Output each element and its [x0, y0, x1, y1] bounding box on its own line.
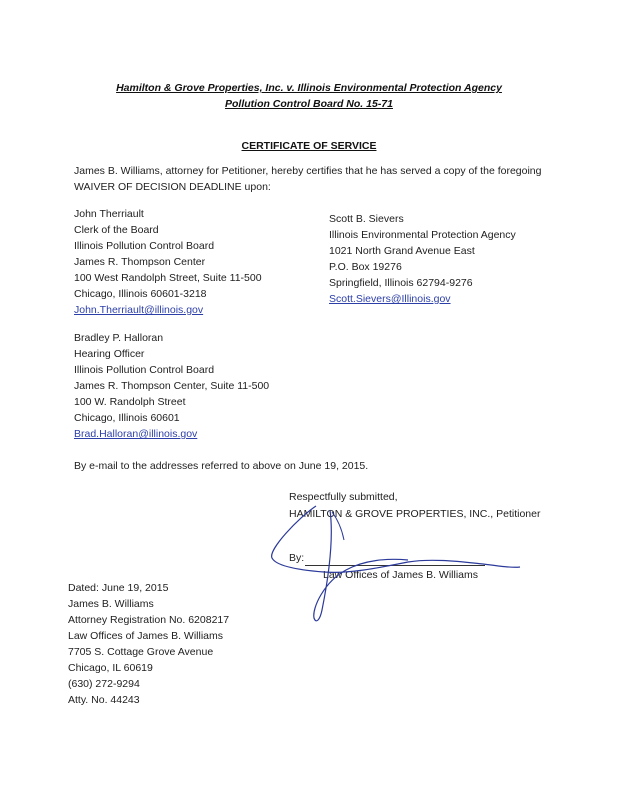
recipient-email-link[interactable]: John.Therriault@illinois.gov — [74, 304, 204, 316]
footer-line: James B. Williams — [68, 598, 154, 610]
by-label: By: — [289, 552, 305, 564]
party-name: HAMILTON & GROVE PROPERTIES, INC., Petitioner — [289, 508, 541, 520]
footer-line: Chicago, IL 60619 — [68, 662, 153, 674]
recipient-line: Hearing Officer — [74, 348, 145, 360]
recipient-line: Clerk of the Board — [74, 224, 159, 236]
recipient-name: John Therriault — [74, 208, 144, 220]
recipient-email-link[interactable]: Brad.Halloran@illinois.gov — [74, 428, 198, 440]
closing: Respectfully submitted, — [289, 491, 398, 503]
recipient-sievers — [329, 211, 516, 307]
footer-block — [68, 580, 229, 708]
recipient-line: Illinois Pollution Control Board — [74, 240, 215, 252]
recipient-line: Illinois Pollution Control Board — [74, 364, 215, 376]
footer-line: Attorney Registration No. 6208217 — [68, 614, 230, 626]
recipient-line: Chicago, Illinois 60601-3218 — [74, 288, 207, 300]
signer-name: Law Offices of James B. Williams — [323, 569, 479, 581]
recipient-line: Springfield, Illinois 62794-9276 — [329, 277, 473, 289]
handwritten-signature — [258, 500, 528, 630]
recipient-line: James R. Thompson Center, Suite 11-500 — [74, 380, 270, 392]
footer-line: 7705 S. Cottage Grove Avenue — [68, 646, 214, 658]
recipient-line: Chicago, Illinois 60601 — [74, 412, 180, 424]
recipient-line: P.O. Box 19276 — [329, 261, 402, 273]
footer-line: Atty. No. 44243 — [68, 694, 140, 706]
service-note: By e-mail to the addresses referred to above on June 19, 2015. — [74, 460, 369, 472]
recipient-line: James R. Thompson Center — [74, 256, 206, 268]
dated-line: Dated: June 19, 2015 — [68, 582, 169, 594]
recipient-name: Scott B. Sievers — [329, 213, 404, 225]
intro-line2: WAIVER OF DECISION DEADLINE upon: — [74, 181, 271, 193]
recipient-therriault — [74, 206, 262, 318]
case-caption-line2: Pollution Control Board No. 15-71 — [224, 98, 393, 110]
footer-line: Law Offices of James B. Williams — [68, 630, 224, 642]
footer-line: (630) 272-9294 — [68, 678, 140, 690]
intro-line1: James B. Williams, attorney for Petitioner, hereby certifies that he has served a copy of the foregoing — [74, 165, 542, 177]
recipient-name: Bradley P. Halloran — [74, 332, 164, 344]
certificate-heading: CERTIFICATE OF SERVICE — [241, 140, 377, 152]
recipient-line: 100 West Randolph Street, Suite 11-500 — [74, 272, 262, 284]
recipient-line: 100 W. Randolph Street — [74, 396, 186, 408]
recipient-line: Illinois Environmental Protection Agency — [329, 229, 516, 241]
recipient-halloran — [74, 330, 269, 442]
recipient-email-link[interactable]: Scott.Sievers@Illinois.gov — [329, 293, 451, 305]
case-caption-line1: Hamilton & Grove Properties, Inc. v. Illinois Environmental Protection Agency — [116, 82, 502, 94]
recipient-line: 1021 North Grand Avenue East — [329, 245, 475, 257]
